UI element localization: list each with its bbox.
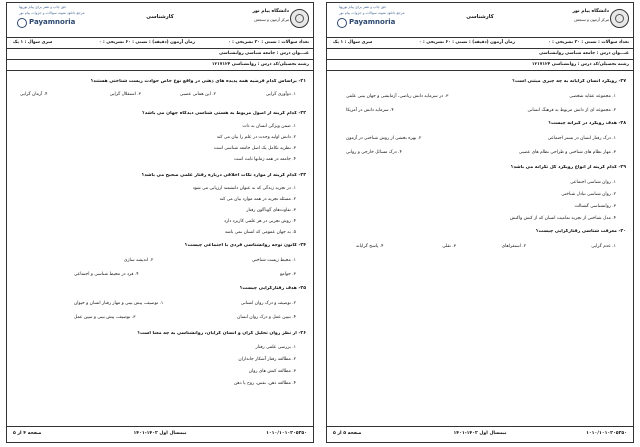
option-2[interactable]: ۲. این همانی عصبی bbox=[179, 92, 216, 97]
option-3[interactable]: ۳. استقلال گرایی bbox=[109, 92, 141, 97]
option-4[interactable]: ۴. مطالعه ذهن، نفس، روح یا ذهن bbox=[234, 381, 296, 386]
option-1[interactable]: ۱. مجموعه عقاید شخصی bbox=[569, 94, 616, 99]
question-stem: ۲۲- کدام گزینه از اصول مربوط به هستی شناسی دیدگاه جهان می باشد؟ bbox=[142, 111, 306, 116]
option-3[interactable]: ۳. تقلی bbox=[442, 244, 456, 249]
option-4[interactable]: ۴. جامعه در همه زمانها ثابت است bbox=[234, 157, 296, 162]
option-2[interactable]: ۲. مجموعه ای از دانش مربوط به فرهنگ انسانی bbox=[527, 108, 616, 113]
page-footer bbox=[7, 426, 313, 442]
option-3[interactable]: ۳. مهار نظام های شناختی و طراحی نظام های عصبی bbox=[518, 150, 616, 155]
university-name: دانشگاه پیام نور bbox=[572, 9, 609, 14]
exam-code: ۱۰۱۰/۱۰۱۰۲۰۵۲۵۰ bbox=[266, 431, 307, 436]
question-30 bbox=[334, 229, 626, 254]
question-stem: ۲۳- کدام گزینه از موارد نکات اخلاقی درباره رفتار علمی صحیح می باشد؟ bbox=[141, 173, 306, 178]
option-3[interactable]: ۳. مطالعه کنش های روان bbox=[248, 369, 296, 374]
page-header bbox=[7, 3, 313, 38]
option-5[interactable]: ۵. به جهان عمومی که انسان نمی باشد bbox=[224, 230, 296, 235]
option-4[interactable]: ۴. فرد در محیط شناسی و اجتماعی bbox=[74, 272, 139, 277]
question-25 bbox=[14, 286, 306, 329]
university-logo-icon bbox=[290, 9, 309, 28]
exam-info-row bbox=[327, 38, 633, 49]
question-stem: ۲۶- از نظر روان تحلیل گران و انسان گرایان، روانشناسی به چه معنا است؟ bbox=[137, 331, 306, 336]
page-number: صفحه ۴ از ۵ bbox=[13, 431, 42, 436]
brand-tagline: حق چاپ و نشر برای پیام نوریها bbox=[19, 5, 67, 9]
option-1[interactable]: ۱. ضمن ویژگی انسان به ذات bbox=[242, 124, 296, 129]
option-3[interactable]: ۳. در سرمایه دانش ریاضی، آزمایشی و جهان بینی علمی bbox=[346, 94, 449, 99]
question-stem: ۳۰- معرفت شناسی رفتارگرایی چیست؟ bbox=[535, 229, 626, 234]
brand-name: Payamnoria bbox=[349, 18, 396, 26]
question-22 bbox=[14, 111, 306, 164]
question-series: سری سوال : ۱ یک bbox=[13, 40, 53, 45]
brand-tagline-2: مرجع دانلود نمونه سوالات و جزوات پیام نور bbox=[339, 11, 405, 15]
option-2[interactable]: ۲. مطالعه رفتار آشکار جانداران bbox=[238, 357, 296, 362]
degree-title: کارشناسی bbox=[466, 14, 494, 20]
option-3[interactable]: ۳. نظریه تکامل یک اصل جامعه شناسی است bbox=[213, 146, 296, 151]
question-count: تعداد سوالات : تستی : ۳۰ تشریحی : ۰ bbox=[228, 40, 309, 45]
option-1[interactable]: ۱. بررسی علمی رفتار bbox=[255, 345, 296, 350]
option-3[interactable]: ۳. جوامع bbox=[279, 272, 296, 277]
option-4[interactable]: ۴. سرمایه دانش در آمریکا bbox=[346, 108, 394, 113]
university-logo-icon bbox=[610, 9, 629, 28]
question-27 bbox=[334, 79, 626, 120]
option-2[interactable]: ۲. توصیف و درک روان انسانی bbox=[240, 301, 296, 306]
option-4[interactable]: ۴. درک مسائل خارجی و روانی bbox=[346, 150, 402, 155]
question-28 bbox=[334, 121, 626, 162]
brand-logo-icon bbox=[337, 18, 347, 28]
question-count: تعداد سوالات : تستی : ۳۰ تشریحی : ۰ bbox=[548, 40, 629, 45]
option-3[interactable]: ۳. روانشناسی گشتالت bbox=[574, 204, 616, 209]
option-2[interactable]: ۲. روان شناسی تبادل شناختی bbox=[561, 192, 616, 197]
brand-tagline: حق چاپ و نشر برای پیام نوریها bbox=[339, 5, 387, 9]
option-1[interactable]: ۱. در تجربه زندگی که به عنوان دانشمند ارزیابی می شود bbox=[192, 186, 296, 191]
option-3[interactable]: ۳. توصیف، پیش بینی و تبیین عمل bbox=[74, 315, 136, 320]
university-subtitle: مرکز آزمون و سنجش bbox=[574, 17, 609, 22]
question-26 bbox=[14, 331, 306, 386]
exam-info-row bbox=[7, 38, 313, 49]
option-1[interactable]: ۱. روان شناسی اجتماعی bbox=[570, 180, 616, 185]
course-row bbox=[7, 49, 313, 60]
option-1[interactable]: ۱. دوآوری گرایی bbox=[265, 92, 296, 97]
degree-title: کارشناسی bbox=[146, 14, 174, 20]
brand-logo-icon bbox=[17, 18, 27, 28]
option-1[interactable]: ۱. توصیف، پیش بینی و مهار رفتار انسان و حیوان bbox=[74, 301, 164, 306]
question-stem: ۲۸- هدف رویکرد در گیرانه چیست؟ bbox=[548, 121, 626, 126]
option-3[interactable]: ۳. تفاوت‌های گوناگون رفتار bbox=[246, 208, 296, 213]
course-title: عنـــوان درس : جامعه شناسی روانشناسی bbox=[219, 51, 309, 56]
university-subtitle: مرکز آزمون و سنجش bbox=[254, 17, 289, 22]
field-row bbox=[327, 60, 633, 71]
question-stem: ۲۱- براساس کدام فرضیه همه پدیده های ذهنی در واقع نوع خاص حوادث زیست شناختی هستند؟ bbox=[90, 79, 306, 84]
exam-time: زمان آزمون (دقیقه) : تستی : ۶۰ تشریحی : ۰ bbox=[418, 40, 515, 45]
exam-page-4 bbox=[6, 2, 314, 443]
question-series: سری سوال : ۱ یک bbox=[333, 40, 373, 45]
option-1[interactable]: ۱. درک رفتار انسان در بستر اجتماعی bbox=[547, 136, 616, 141]
term-label: نیمسال اول ۱۴۰۲-۱۴۰۱ bbox=[133, 431, 187, 436]
option-1[interactable]: ۱. محیط زیست شناختی bbox=[251, 258, 296, 263]
question-stem: ۲۷- رویکرد انسان گرایانه به چه چیزی مبتنی است؟ bbox=[512, 79, 626, 84]
page-number: صفحه ۵ از ۵ bbox=[333, 431, 362, 436]
option-4[interactable]: ۴. پاسخ گرایانه bbox=[356, 244, 384, 249]
brand-name: Payamnoria bbox=[29, 18, 76, 26]
page-header bbox=[327, 3, 633, 38]
option-4[interactable]: ۴. آرمان گرایی bbox=[20, 92, 48, 97]
field-row bbox=[7, 60, 313, 71]
page-footer bbox=[327, 426, 633, 442]
course-row bbox=[327, 49, 633, 60]
question-29 bbox=[334, 165, 626, 228]
option-2[interactable]: ۲. اندیشه سازی bbox=[124, 258, 154, 263]
option-4[interactable]: ۴. تبیین عمل و درک روان انسان bbox=[237, 315, 296, 320]
option-2[interactable]: ۲. بهره بخشی از روش شناختی در آزمون bbox=[346, 136, 422, 141]
exam-code: ۱۰۱۰/۱۰۱۰۲۰۵۲۵۰ bbox=[586, 431, 627, 436]
term-label: نیمسال اول ۱۴۰۲-۱۴۰۱ bbox=[453, 431, 507, 436]
option-1[interactable]: ۱. عدم گرایی bbox=[591, 244, 616, 249]
option-4[interactable]: ۴. روش تجربی در هر علمی کاربرد دارد bbox=[224, 219, 296, 224]
option-2[interactable]: ۲. دانش اولیه وحدت در علم را بیان می کند bbox=[216, 135, 296, 140]
university-name: دانشگاه پیام نور bbox=[252, 9, 289, 14]
option-2[interactable]: ۲. استقراهای bbox=[501, 244, 526, 249]
course-title: عنـــوان درس : جامعه شناسی روانشناسی bbox=[539, 51, 629, 56]
option-4[interactable]: ۴. مدل شناختی از تجربه تمامیت انسان که از کنش واکنش bbox=[509, 216, 616, 221]
question-24 bbox=[14, 243, 306, 284]
field-code: رشته تحصیلی/کد درس : روانشناسی ۱۲۱۷۱۲۴ bbox=[531, 62, 629, 67]
exam-time: زمان آزمون (دقیقه) : تستی : ۶۰ تشریحی : ۰ bbox=[98, 40, 195, 45]
brand-tagline-2: مرجع دانلود نمونه سوالات و جزوات پیام نور bbox=[19, 11, 85, 15]
question-stem: ۲۴- کانون توجه روانشناسی فردی با اجتماعی چیست؟ bbox=[184, 243, 306, 248]
question-21 bbox=[14, 79, 306, 104]
question-stem: ۲۹- کدام گزینه از انواع رویکرد کل نگرانه می باشد؟ bbox=[510, 165, 626, 170]
question-23 bbox=[14, 173, 306, 236]
question-stem: ۲۵- هدف رفتارگرایی چیست؟ bbox=[239, 286, 306, 291]
exam-page-5 bbox=[326, 2, 634, 443]
field-code: رشته تحصیلی/کد درس : روانشناسی ۱۲۱۷۱۲۴ bbox=[211, 62, 309, 67]
option-2[interactable]: ۲. مسئله تجربه در همه موارد بیان می کند bbox=[219, 197, 296, 202]
